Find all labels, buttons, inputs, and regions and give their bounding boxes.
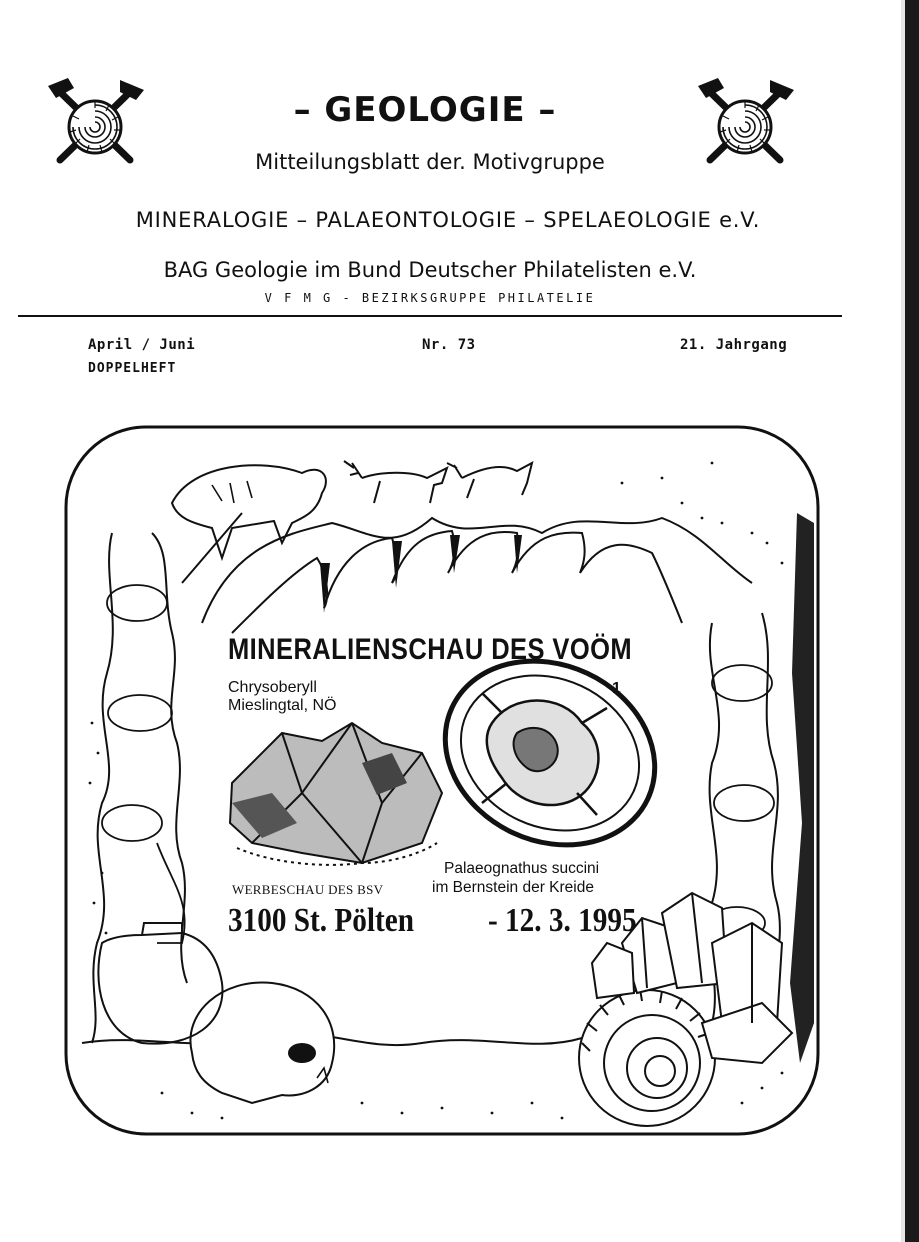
issue-double-label: DOPPELHEFT xyxy=(88,361,177,376)
exhibition-label: WERBESCHAU DES BSV xyxy=(232,882,384,897)
issue-number: Nr. 73 xyxy=(422,337,476,353)
vfmg-line: V F M G - BEZIRKSGRUPPE PHILATELIE xyxy=(264,291,596,305)
scan-edge xyxy=(905,0,919,1242)
ammonite-drawing xyxy=(579,989,715,1126)
cave-illustration xyxy=(62,423,822,1138)
fossil-place: im Bernstein der Kreide xyxy=(432,879,594,896)
issue-year: 21. Jahrgang xyxy=(680,337,788,353)
mineral-place: Mieslingtal, NÖ xyxy=(228,697,337,714)
newsletter-subtitle: Mitteilungsblatt der. Motivgruppe xyxy=(255,150,605,174)
newsletter-title: – GEOLOGIE – xyxy=(293,90,557,130)
issue-date: April / Juni xyxy=(88,337,196,353)
fossil-name: Palaeognathus succini xyxy=(444,860,600,877)
skull-drawing xyxy=(190,983,334,1103)
topics-line: MINERALOGIE – PALAEONTOLOGIE – SPELAEOLOGIE e.V. xyxy=(135,208,761,232)
stamp-date: - 12. 3. 1995 xyxy=(488,902,637,939)
hammer-pick-ammonite-icon xyxy=(40,72,150,172)
bag-line: BAG Geologie im Bund Deutscher Philatelisten e.V. xyxy=(163,258,697,282)
mineral-name: Chrysoberyll xyxy=(228,679,317,696)
stamp-place: 3100 St. Pölten xyxy=(228,902,415,939)
mineral-drawing xyxy=(230,723,442,865)
stamp-headline: MINERALIENSCHAU DES VOÖM xyxy=(228,633,633,666)
stamp-number: 1 xyxy=(612,680,621,697)
header-divider xyxy=(18,315,842,317)
hammer-pick-ammonite-icon xyxy=(690,72,800,172)
